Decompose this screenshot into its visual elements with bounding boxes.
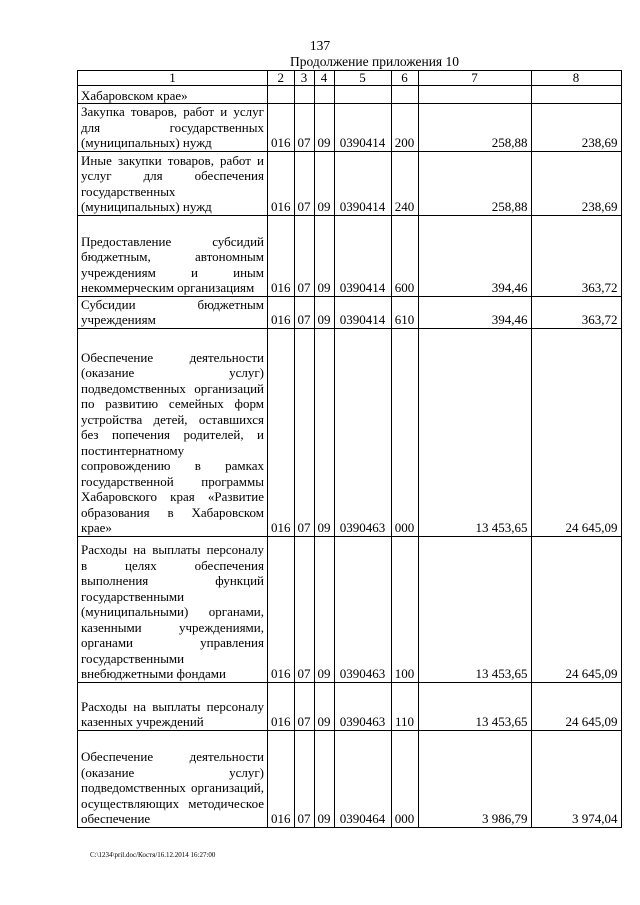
amount-col7: 13 453,65 xyxy=(418,328,531,536)
amount-col7: 3 986,79 xyxy=(418,730,531,827)
amount-col8: 363,72 xyxy=(531,215,621,296)
column-number-2: 2 xyxy=(268,71,295,86)
section-code: 07 xyxy=(294,104,314,152)
column-number-6: 6 xyxy=(391,71,418,86)
amount-col8: 24 645,09 xyxy=(531,682,621,730)
expense-type-code: 600 xyxy=(391,215,418,296)
admin-code: 016 xyxy=(268,296,295,328)
column-number-5: 5 xyxy=(334,71,391,86)
section-code: 07 xyxy=(294,151,314,215)
table-row xyxy=(78,682,622,730)
expense-type-code: 000 xyxy=(391,328,418,536)
expense-type-code: 240 xyxy=(391,151,418,215)
subsection-code: 09 xyxy=(314,104,334,152)
expense-name: Обеспечение деятельности (оказание услуг) подведомственных организаций, осуществляющих методическое обеспечение xyxy=(78,730,268,827)
expense-type-code: 100 xyxy=(391,536,418,682)
column-number-4: 4 xyxy=(314,71,334,86)
admin-code: 016 xyxy=(268,536,295,682)
target-code: 0390414 xyxy=(334,151,391,215)
target-code: 0390414 xyxy=(334,296,391,328)
subsection-code: 09 xyxy=(314,296,334,328)
admin-code: 016 xyxy=(268,328,295,536)
table-row xyxy=(78,151,622,215)
amount-col8: 24 645,09 xyxy=(531,536,621,682)
subsection-code xyxy=(314,86,334,104)
amount-col7 xyxy=(418,86,531,104)
amount-col7: 258,88 xyxy=(418,104,531,152)
target-code: 0390463 xyxy=(334,536,391,682)
expense-name: Хабаровском крае» xyxy=(78,86,268,104)
amount-col8 xyxy=(531,86,621,104)
amount-col7: 13 453,65 xyxy=(418,682,531,730)
expense-name: Иные закупки товаров, работ и услуг для обеспечения государственных (муниципальных) нужд xyxy=(78,151,268,215)
target-code: 0390463 xyxy=(334,328,391,536)
section-code: 07 xyxy=(294,328,314,536)
target-code: 0390414 xyxy=(334,215,391,296)
amount-col8: 24 645,09 xyxy=(531,328,621,536)
table-row xyxy=(78,730,622,827)
expense-name: Расходы на выплаты персоналу казенных учреждений xyxy=(78,682,268,730)
amount-col8: 238,69 xyxy=(531,151,621,215)
amount-col7: 258,88 xyxy=(418,151,531,215)
section-code: 07 xyxy=(294,682,314,730)
amount-col7: 394,46 xyxy=(418,215,531,296)
appendix-continuation-label: Продолжение приложения 10 xyxy=(290,54,460,69)
expense-type-code: 110 xyxy=(391,682,418,730)
subsection-code: 09 xyxy=(314,151,334,215)
admin-code: 016 xyxy=(268,104,295,152)
target-code: 0390463 xyxy=(334,682,391,730)
admin-code: 016 xyxy=(268,682,295,730)
expense-type-code xyxy=(391,86,418,104)
admin-code: 016 xyxy=(268,730,295,827)
subsection-code: 09 xyxy=(314,536,334,682)
expense-name: Предоставление субсидий бюджетным, автономным учреждениям и иным некоммерческим организациям xyxy=(78,215,268,296)
amount-col8: 3 974,04 xyxy=(531,730,621,827)
table-row xyxy=(78,328,622,536)
expense-type-code: 000 xyxy=(391,730,418,827)
expense-name: Обеспечение деятельности (оказание услуг) подведомственных организаций по развитию семейных форм устройства детей, оставшихся без попечения родителей, и постинтернатному сопровождению в рамках государственной программы Хабаровского края «Развитие образования в Хабаровском крае» xyxy=(78,328,268,536)
column-number-8: 8 xyxy=(531,71,621,86)
table-row xyxy=(78,296,622,328)
expense-type-code: 610 xyxy=(391,296,418,328)
target-code: 0390414 xyxy=(334,104,391,152)
budget-table xyxy=(77,70,622,828)
amount-col8: 363,72 xyxy=(531,296,621,328)
target-code: 0390464 xyxy=(334,730,391,827)
section-code: 07 xyxy=(294,296,314,328)
amount-col7: 394,46 xyxy=(418,296,531,328)
column-number-row xyxy=(78,71,622,86)
column-number-3: 3 xyxy=(294,71,314,86)
column-number-7: 7 xyxy=(418,71,531,86)
subsection-code: 09 xyxy=(314,682,334,730)
table-row xyxy=(78,104,622,152)
table-row xyxy=(78,536,622,682)
column-number-1: 1 xyxy=(78,71,268,86)
amount-col8: 238,69 xyxy=(531,104,621,152)
subsection-code: 09 xyxy=(314,215,334,296)
section-code xyxy=(294,86,314,104)
target-code xyxy=(334,86,391,104)
expense-type-code: 200 xyxy=(391,104,418,152)
admin-code: 016 xyxy=(268,215,295,296)
subsection-code: 09 xyxy=(314,730,334,827)
expense-name: Субсидии бюджетным учреждениям xyxy=(78,296,268,328)
table-row xyxy=(78,86,622,104)
expense-name: Закупка товаров, работ и услуг для государственных (муниципальных) нужд xyxy=(78,104,268,152)
section-code: 07 xyxy=(294,730,314,827)
page-number: 137 xyxy=(309,38,331,53)
subsection-code: 09 xyxy=(314,328,334,536)
section-code: 07 xyxy=(294,215,314,296)
section-code: 07 xyxy=(294,536,314,682)
amount-col7: 13 453,65 xyxy=(418,536,531,682)
admin-code xyxy=(268,86,295,104)
file-path-footer: C:\1234\pril.doc/Костя/16.12.2014 16:27:00 xyxy=(90,851,216,859)
expense-name: Расходы на выплаты персоналу в целях обеспечения выполнения функций государственными (муниципальными) органами, казенными учреждениями, органами управления государственными внебюджетными фондами xyxy=(78,536,268,682)
table-row xyxy=(78,215,622,296)
admin-code: 016 xyxy=(268,151,295,215)
